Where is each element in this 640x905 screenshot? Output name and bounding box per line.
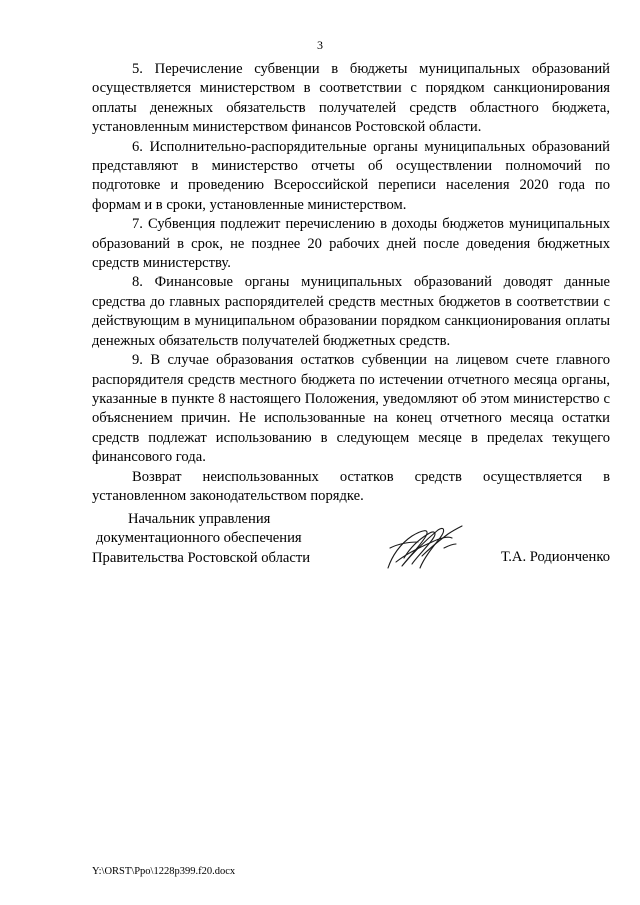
paragraph-refund: Возврат неиспользованных остатков средств осуществляется в установленном законодательством порядке. [92,468,610,504]
paragraph-9: 9. В случае образования остатков субвенции на лицевом счете главного распорядителя средств местного бюджета по истечении отчетного месяца органы, указанные в пункте 8 настоящего Положения, уведомляют об этом министерство с объяснением причин. Не использованные на конец отчетного месяца остатки средств подлежат использованию в следующем месяце в пределах текущего финансового года. [92,352,610,466]
handwritten-signature-icon [382,518,472,576]
paragraph-8: 8. Финансовые органы муниципальных образований доводят данные средства до главных распорядителей средств местных бюджетов в соответствии с действующим в муниципальном образовании порядком санкционирования оплаты денежных обязательств получателей бюджетных средств. [92,274,610,349]
file-path-footer: Y:\ORST\Ppo\1228p399.f20.docx [92,866,236,877]
signer-position [92,510,332,568]
paragraph-6: 6. Исполнительно-распорядительные органы муниципальных образований представляют в министерство отчеты об осуществлении полномочий по подготовке и проведению Всероссийской переписи населения 2020 года по формам и в сроки, установленные министерством. [92,138,610,213]
signer-position-line: Начальник управления [128,511,271,527]
page-number: 3 [317,38,323,52]
paragraph-7: 7. Субвенция подлежит перечислению в доходы бюджетов муниципальных образований в срок, не позднее 20 рабочих дней после доведения бюджетных средств министерству. [92,216,610,272]
signature-block [92,510,610,570]
signer-position-line: документационного обеспечения [96,530,302,547]
signer-name: Т.А. Родионченко [500,549,610,565]
document-body [92,60,610,506]
signer-position-line: Правительства Ростовской области [92,549,311,566]
paragraph-5: 5. Перечисление субвенции в бюджеты муниципальных образований осуществляется министерством в соответствии с порядком санкционирования оплаты денежных обязательств получателей средств областного бюджета, установленным министерством финансов Ростовской области. [92,61,610,136]
